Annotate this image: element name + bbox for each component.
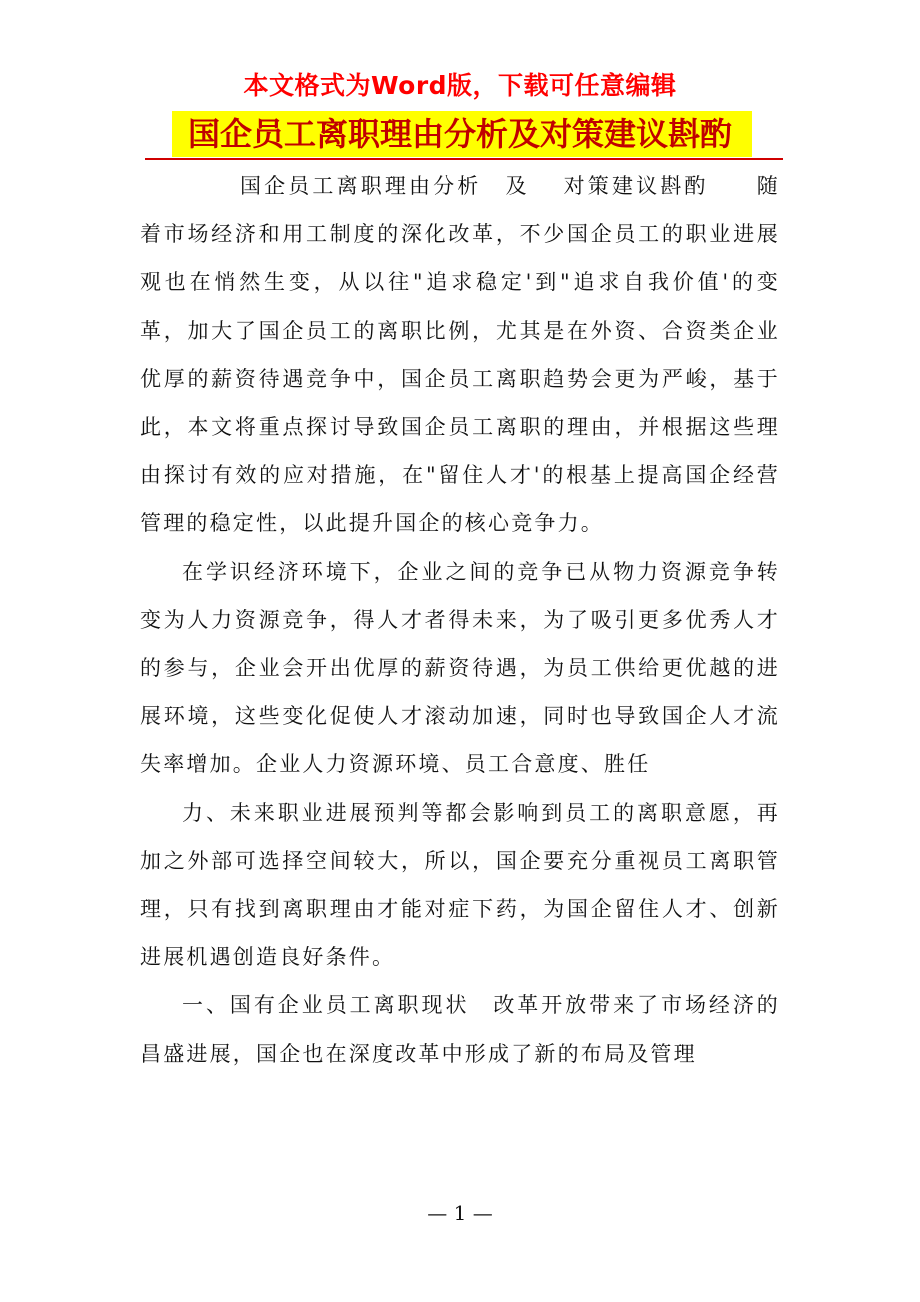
- paragraph-3: 力、未来职业进展预判等都会影响到员工的离职意愿，再加之外部可选择空间较大，所以，国企要充分重视员工离职管理，只有找到离职理由才能对症下药，为国企留住人才、创新进展机遇创造良好条件。: [140, 800, 780, 970]
- paragraph-4: 一、国有企业员工离职现状 改革开放带来了市场经济的昌盛进展，国企也在深度改革中形成了新的布局及管理: [140, 993, 780, 1066]
- page-number: — 1 —: [427, 1201, 493, 1225]
- document-title: 国企员工离职理由分析及对策建议斟酌: [187, 115, 732, 153]
- paragraph-2: 在学识经济环境下，企业之间的竞争已从物力资源竞争转变为人力资源竞争，得人才者得未来，为了吸引更多优秀人才的参与，企业会开出优厚的薪资待遇，为员工供给更优越的进展环境，这些变化促使人才滚动加速，同时也导致国企人才流失率增加。企业人力资源环境、员工合意度、胜任: [140, 559, 780, 777]
- download-notice: 本文格式为Word版，下载可任意编辑: [243, 71, 677, 100]
- paragraph-intro: 国企员工离职理由分析 及 对策建议斟酌 随着市场经济和用工制度的深化改革，不少国企员工的职业进展观也在悄然生变，从以往"追求稳定'到"追求自我价值'的变革，加大了国企员工的离职比例，尤其是在外资、合资类企业优厚的薪资待遇竞争中，国企员工离职趋势会更为严峻，基于此，本文将重点探讨导致国企员工离职的理由，并根据这些理由探讨有效的应对措施，在"留住人才'的根基上提高国企经营管理的稳定性，以此提升国企的核心竞争力。: [140, 174, 780, 536]
- document-body: [140, 162, 780, 1078]
- title-underline: [145, 158, 783, 160]
